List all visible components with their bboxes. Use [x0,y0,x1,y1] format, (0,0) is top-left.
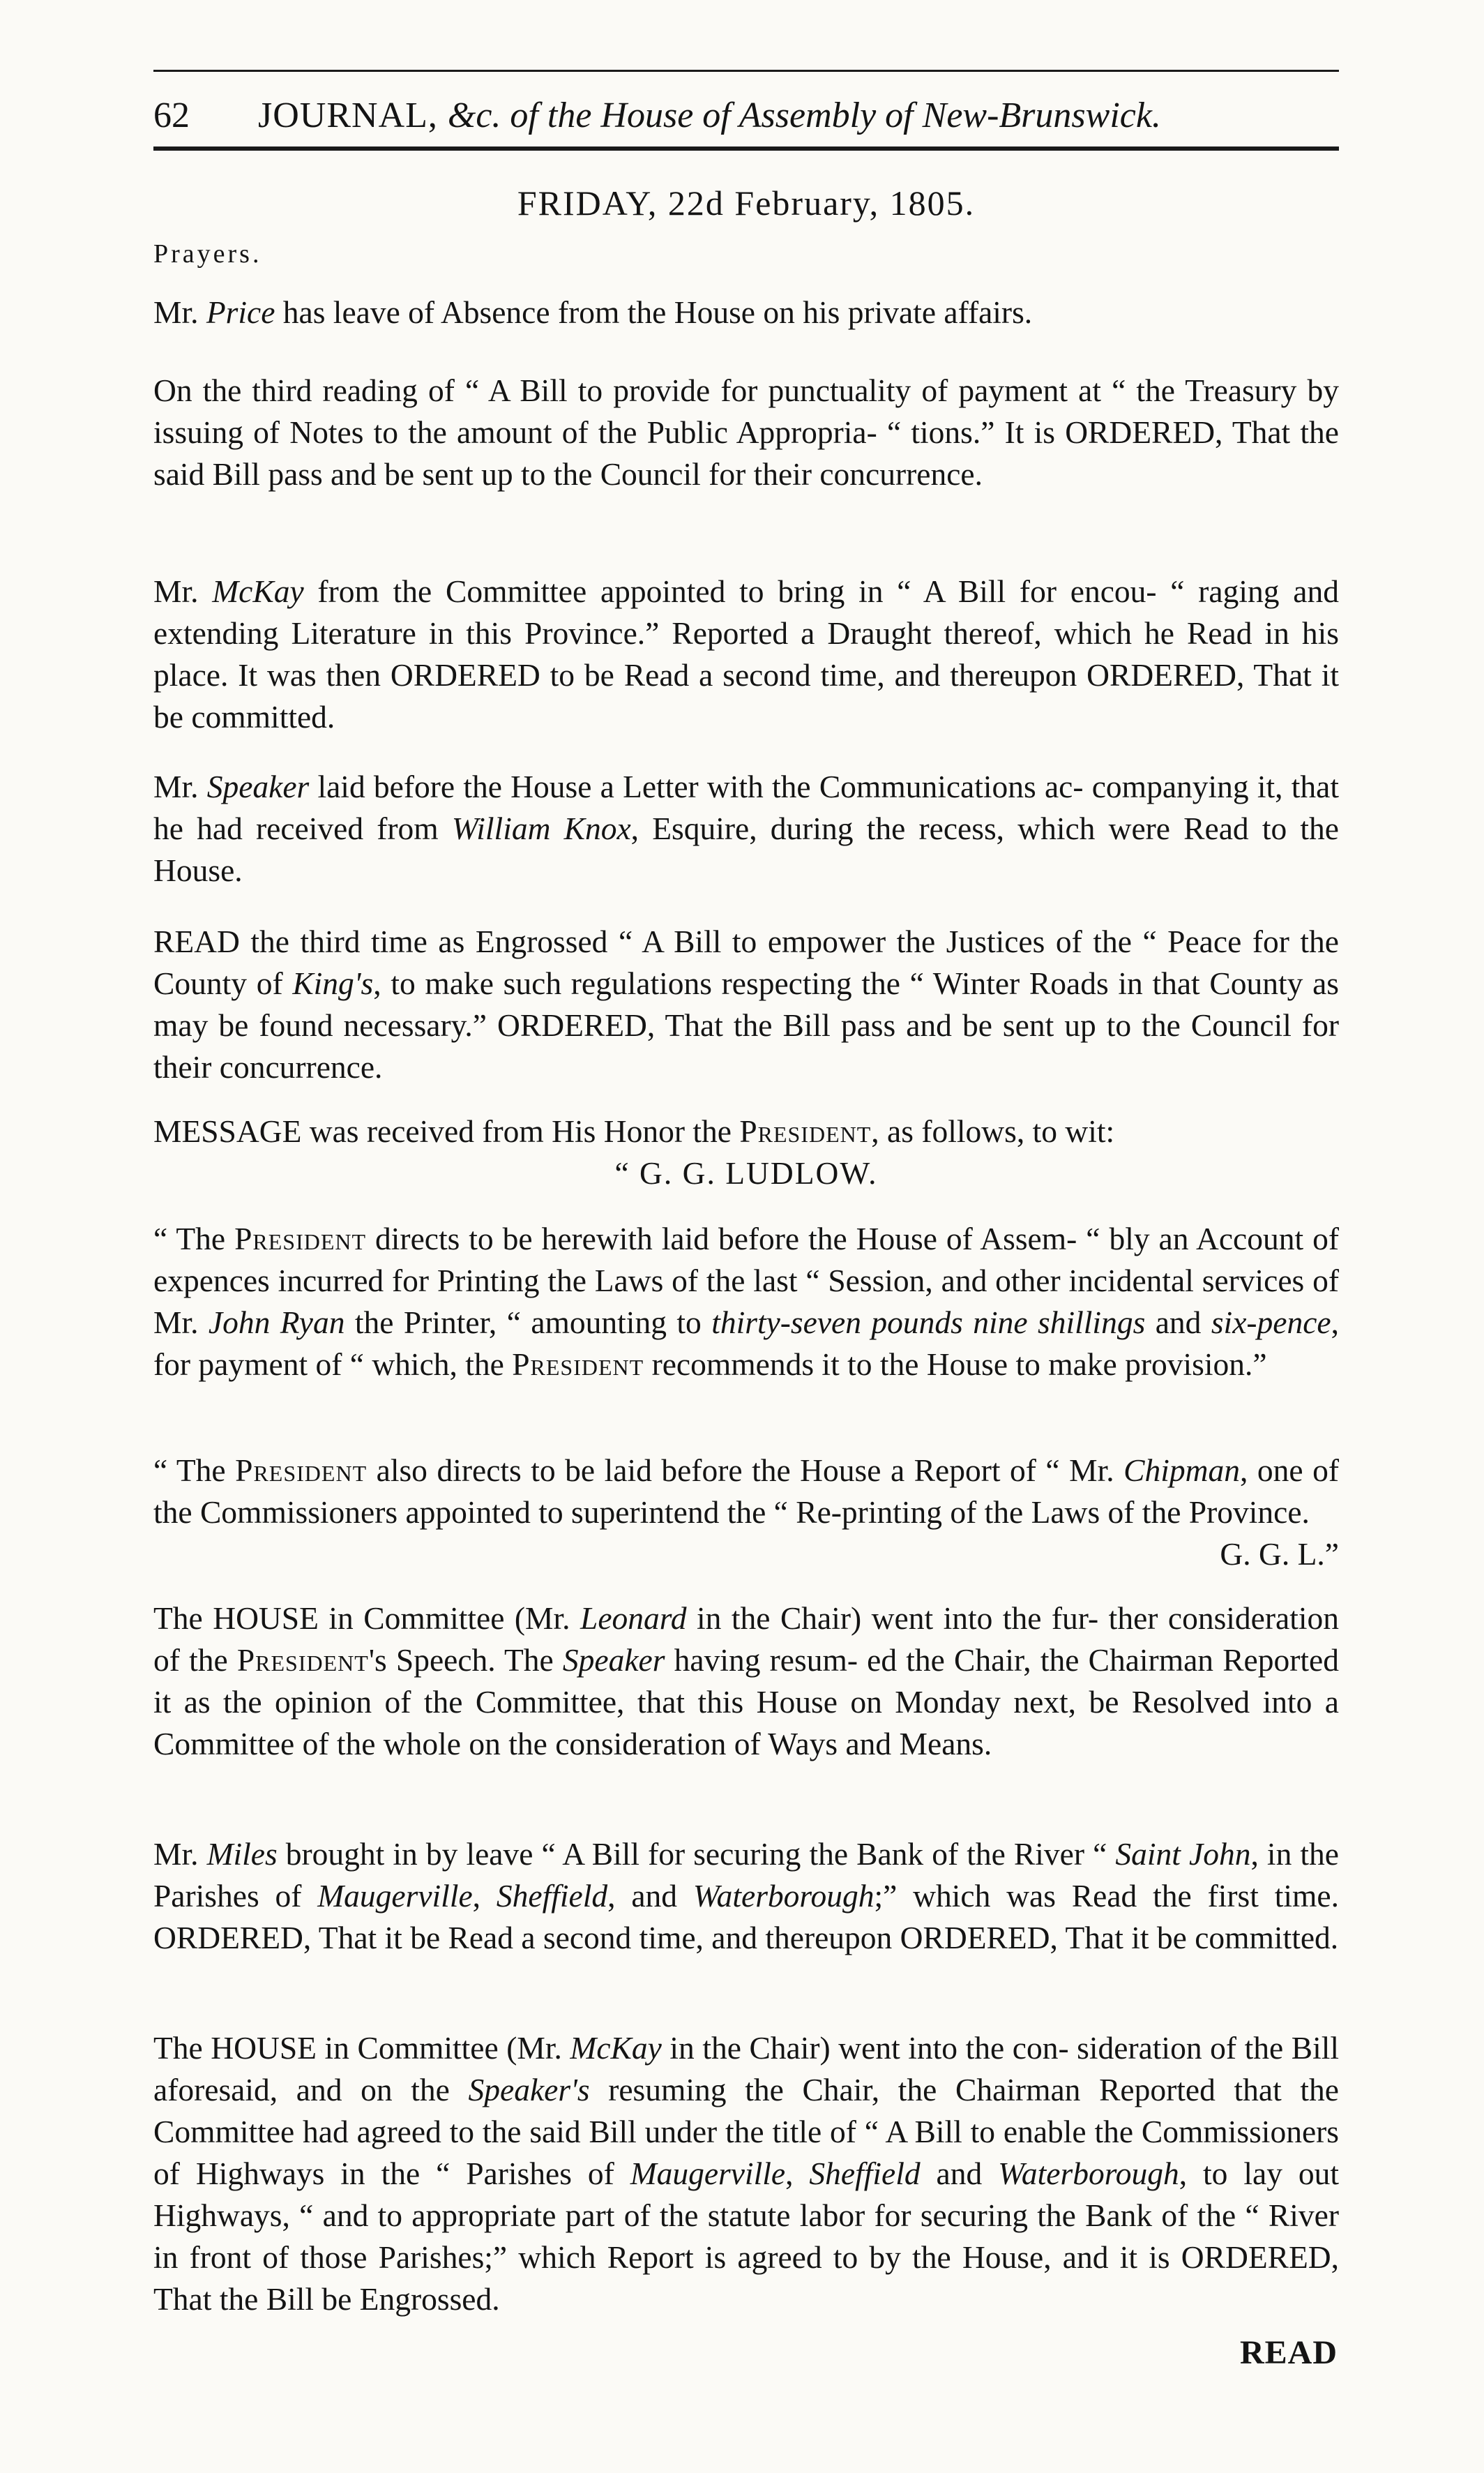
text-run: , in the Parishes of [153,1836,1339,1914]
text-run: in the Chair) went into the fur- ther consideration of the [153,1600,1340,1678]
text-run: , Esquire, during the recess, which were Read to the House. [153,811,1339,888]
text-run: 's Speech. The [368,1642,563,1678]
text-run: directs to be herewith laid before the House of Assem- “ bly an Account of expences incurred for Printing the Laws of the last “ Session, and other incidental services of Mr. [153,1221,1339,1340]
text-run: , to make such regulations respecting the “ Winter Roads in that County as may be found necessary.” ORDERED, That the Bill pass and be sent up to the Council for their concurrence. [153,965,1339,1085]
page-header [153,70,1339,151]
text-run: Mr. [153,573,213,609]
member-name: Speaker's [468,2072,590,2107]
member-name: McKay [212,573,304,609]
entry-literature-bill [153,571,1339,738]
entry-winter-roads-bill [153,921,1339,1088]
text-run: , [785,2156,810,2191]
entry-speaker-letter [153,766,1339,892]
text-run: having resum- ed the Chair, the Chairman Reported it as the opinion of the Committee, that this House on Monday next, be Resolved into a Committee of the whole on the consideration of Ways and Means. [153,1642,1339,1761]
title-president: President [739,1113,872,1149]
running-head-journal: JOURNAL, [258,96,448,135]
prayers-heading: Prayers. [153,239,262,269]
person-name: Chipman [1123,1452,1240,1488]
text-run: Mr. [153,769,207,804]
text-run: , and [607,1878,693,1914]
entry-chipman-report [153,1450,1339,1575]
member-name: Leonard [580,1600,687,1636]
place-name: Sheffield [809,2156,921,2191]
place-name: Waterborough [998,2156,1179,2191]
text-run: and [1145,1305,1211,1340]
person-name: William Knox [451,811,631,846]
text-run: , to lay out Highways, “ and to appropriate part of the statute labor for securing the Bank of the “ River in front of those Parishes;” which Report is agreed to by the House, and it is ORDERED, That the Bill be Engrossed. [153,2156,1340,2317]
person-name: John Ryan [208,1305,345,1340]
text-run: laid before the House a Letter with the Communications ac- companying it, that he had received from [153,769,1339,846]
place-name: Saint John [1115,1836,1251,1872]
text-run: from the Committee appointed to bring in “ A Bill for encou- “ raging and extending Literature in this Province.” Reported a Draught thereof, which he Read in his place. It was then ORDERED to be Read a second time, and thereupon ORDERED, That it be committed. [153,573,1339,735]
entry-printing-account [153,1218,1339,1385]
member-name: Price [206,294,275,330]
member-name: McKay [570,2030,662,2066]
entry-highways-bill [153,2027,1339,2320]
entry-president-message [153,1111,1339,1194]
text-run: On the third reading of “ A Bill to provide for punctuality of payment at “ the Treasury by issuing of Notes to the amount of the Public Appropria- “ tions.” It is ORDERED, That the said Bill pass and be sent up to the Council for their concurrence. [153,373,1339,492]
page-number: 62 [153,96,190,135]
text-run: MESSAGE was received from His Honor the [153,1113,740,1149]
amount-text: six-pence [1211,1305,1331,1340]
report-signature: G. G. L.” [1220,1536,1339,1572]
running-head-title: &c. of the House of Assembly of New-Brunswick. [447,96,1161,135]
member-name: Miles [206,1836,278,1872]
place-name: Maugerville [317,1878,473,1914]
text-run: “ The [153,1452,236,1488]
text-run: , one of the Commissioners appointed to superintend the “ Re-printing of the Laws of the Province. [153,1452,1339,1530]
title-president: President [512,1346,644,1382]
text-run: READ the third time as Engrossed “ A Bill to empower the Justices of the “ Peace for the County of [153,924,1339,1001]
entry-leave-of-absence [153,292,1339,333]
text-run: resuming the Chair, the Chairman Reported that the Committee had agreed to the said Bill under the title of “ A Bill to enable the Commissioners of Highways in the “ Parishes of [153,2072,1339,2191]
entry-treasury-bill [153,370,1339,495]
text-run: also directs to be laid before the House a Report of “ Mr. [367,1452,1124,1488]
text-run: , as follows, to wit: [871,1113,1115,1149]
title-president: President [236,1642,369,1678]
text-run: , for payment of “ which, the [153,1305,1339,1382]
catchword: READ [1239,2334,1338,2371]
county-name: King's [292,965,374,1001]
text-run: “ The [153,1221,235,1256]
text-run: , [472,1878,497,1914]
place-name: Maugerville [630,2156,786,2191]
message-signature: “ G. G. LUDLOW. [614,1155,878,1191]
text-run: brought in by leave “ A Bill for securing the Bank of the River “ [277,1836,1116,1872]
text-run: ;” which was Read the first time. ORDERED, That it be Read a second time, and thereupon ORDERED, That it be committed. [153,1878,1340,1955]
entry-river-bank-bill [153,1833,1339,1959]
title-president: President [234,1221,367,1256]
place-name: Sheffield [496,1878,608,1914]
text-run: and [920,2156,999,2191]
text-run: The HOUSE in Committee (Mr. [153,1600,581,1636]
text-run: The HOUSE in Committee (Mr. [153,2030,570,2066]
text-run: the Printer, “ amounting to [344,1305,712,1340]
text-run: has leave of Absence from the House on his private affairs. [275,294,1033,330]
amount-text: thirty-seven pounds nine shillings [711,1305,1146,1340]
entry-committee-speech [153,1598,1339,1765]
member-name: Speaker [562,1642,665,1678]
member-name: Speaker [206,769,310,804]
text-run: recommends it to the House to make provision.” [644,1346,1267,1382]
text-run: Mr. [153,1836,207,1872]
text-run: Mr. [153,294,206,330]
date-line: FRIDAY, 22d February, 1805. [517,183,976,223]
title-president: President [235,1452,368,1488]
running-head [258,95,1161,136]
place-name: Waterborough [692,1878,874,1914]
text-run: in the Chair) went into the con- sideration of the Bill aforesaid, and on the [153,2030,1340,2107]
header-rule [153,70,1339,72]
